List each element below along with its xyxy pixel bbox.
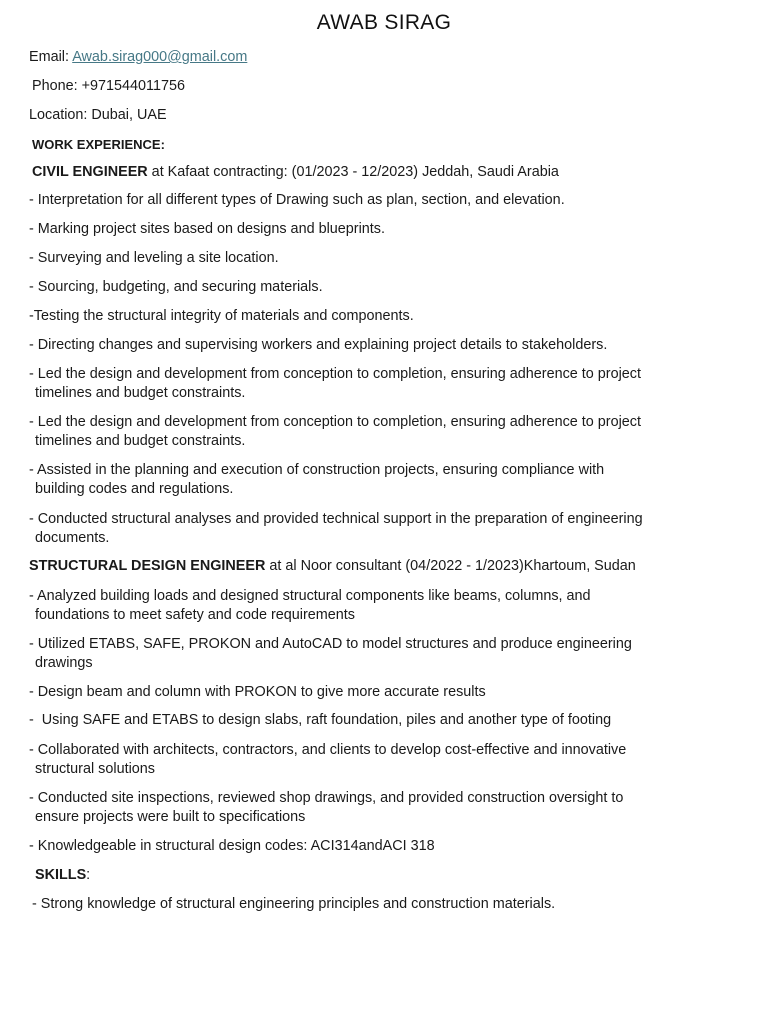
list-item-continuation: timelines and budget constraints. bbox=[35, 385, 246, 401]
list-item-continuation: structural solutions bbox=[35, 761, 155, 777]
list-item bbox=[29, 413, 689, 451]
list-item: - Using SAFE and ETABS to design slabs, raft foundation, piles and another type of footing bbox=[29, 712, 612, 728]
list-item bbox=[29, 741, 689, 779]
list-item-line: - Analyzed building loads and designed structural components like beams, columns, and bbox=[29, 588, 591, 604]
list-item bbox=[29, 461, 689, 499]
job1-title: CIVIL ENGINEER bbox=[32, 164, 148, 180]
page-title: AWAB SIRAG bbox=[316, 11, 452, 34]
email-line bbox=[29, 48, 689, 67]
work-experience-heading: WORK EXPERIENCE: bbox=[32, 137, 165, 152]
list-item-continuation: ensure projects were built to specifications bbox=[35, 809, 306, 825]
list-item-continuation: drawings bbox=[35, 655, 93, 671]
list-item bbox=[29, 789, 689, 827]
list-item bbox=[29, 587, 689, 625]
list-item: - Directing changes and supervising workers and explaining project details to stakeholders. bbox=[29, 337, 608, 353]
list-item bbox=[29, 365, 689, 403]
list-item-line: - Assisted in the planning and execution of construction projects, ensuring compliance with bbox=[29, 462, 605, 478]
job2-details: at al Noor consultant (04/2022 - 1/2023)Khartoum, Sudan bbox=[265, 558, 636, 574]
list-item-continuation: foundations to meet safety and code requirements bbox=[35, 607, 355, 623]
phone-line: Phone: +971544011756 bbox=[32, 78, 185, 94]
list-item: - Interpretation for all different types of Drawing such as plan, section, and elevation. bbox=[29, 192, 565, 208]
list-item-continuation: documents. bbox=[35, 530, 110, 546]
list-item bbox=[29, 510, 689, 548]
list-item-line: - Utilized ETABS, SAFE, PROKON and AutoCAD to model structures and produce engineering bbox=[29, 636, 632, 652]
list-item bbox=[29, 635, 689, 673]
job2-header bbox=[29, 557, 689, 576]
location-line: Location: Dubai, UAE bbox=[29, 107, 167, 123]
list-item-line: - Conducted site inspections, reviewed shop drawings, and provided construction oversight to bbox=[29, 790, 624, 806]
list-item: - Marking project sites based on designs and blueprints. bbox=[29, 221, 385, 237]
list-item: - Design beam and column with PROKON to give more accurate results bbox=[29, 684, 486, 700]
list-item-line: - Conducted structural analyses and provided technical support in the preparation of engineering bbox=[29, 511, 643, 527]
list-item-continuation: timelines and budget constraints. bbox=[35, 433, 246, 449]
job2-title: STRUCTURAL DESIGN ENGINEER bbox=[29, 558, 266, 574]
list-item: - Strong knowledge of structural engineering principles and construction materials. bbox=[32, 896, 556, 912]
list-item-line: - Collaborated with architects, contractors, and clients to develop cost-effective and innovative bbox=[29, 742, 627, 758]
list-item-continuation: building codes and regulations. bbox=[35, 481, 234, 497]
skills-heading-colon: : bbox=[86, 867, 91, 883]
job1-header bbox=[32, 163, 692, 182]
email-label: Email: bbox=[29, 49, 69, 65]
skills-heading-label: SKILLS bbox=[35, 867, 87, 883]
email-link[interactable]: Awab.sirag000@gmail.com bbox=[72, 49, 248, 65]
list-item: - Knowledgeable in structural design codes: ACI314andACI 318 bbox=[29, 838, 435, 854]
skills-heading bbox=[35, 866, 695, 885]
list-item: - Surveying and leveling a site location. bbox=[29, 250, 279, 266]
list-item: - Sourcing, budgeting, and securing materials. bbox=[29, 279, 323, 295]
list-item-line: - Led the design and development from conception to completion, ensuring adherence to project bbox=[29, 366, 641, 382]
job1-details: at Kafaat contracting: (01/2023 - 12/2023) Jeddah, Saudi Arabia bbox=[147, 164, 559, 180]
list-item: -Testing the structural integrity of materials and components. bbox=[29, 308, 414, 324]
list-item-line: - Led the design and development from conception to completion, ensuring adherence to project bbox=[29, 414, 641, 430]
